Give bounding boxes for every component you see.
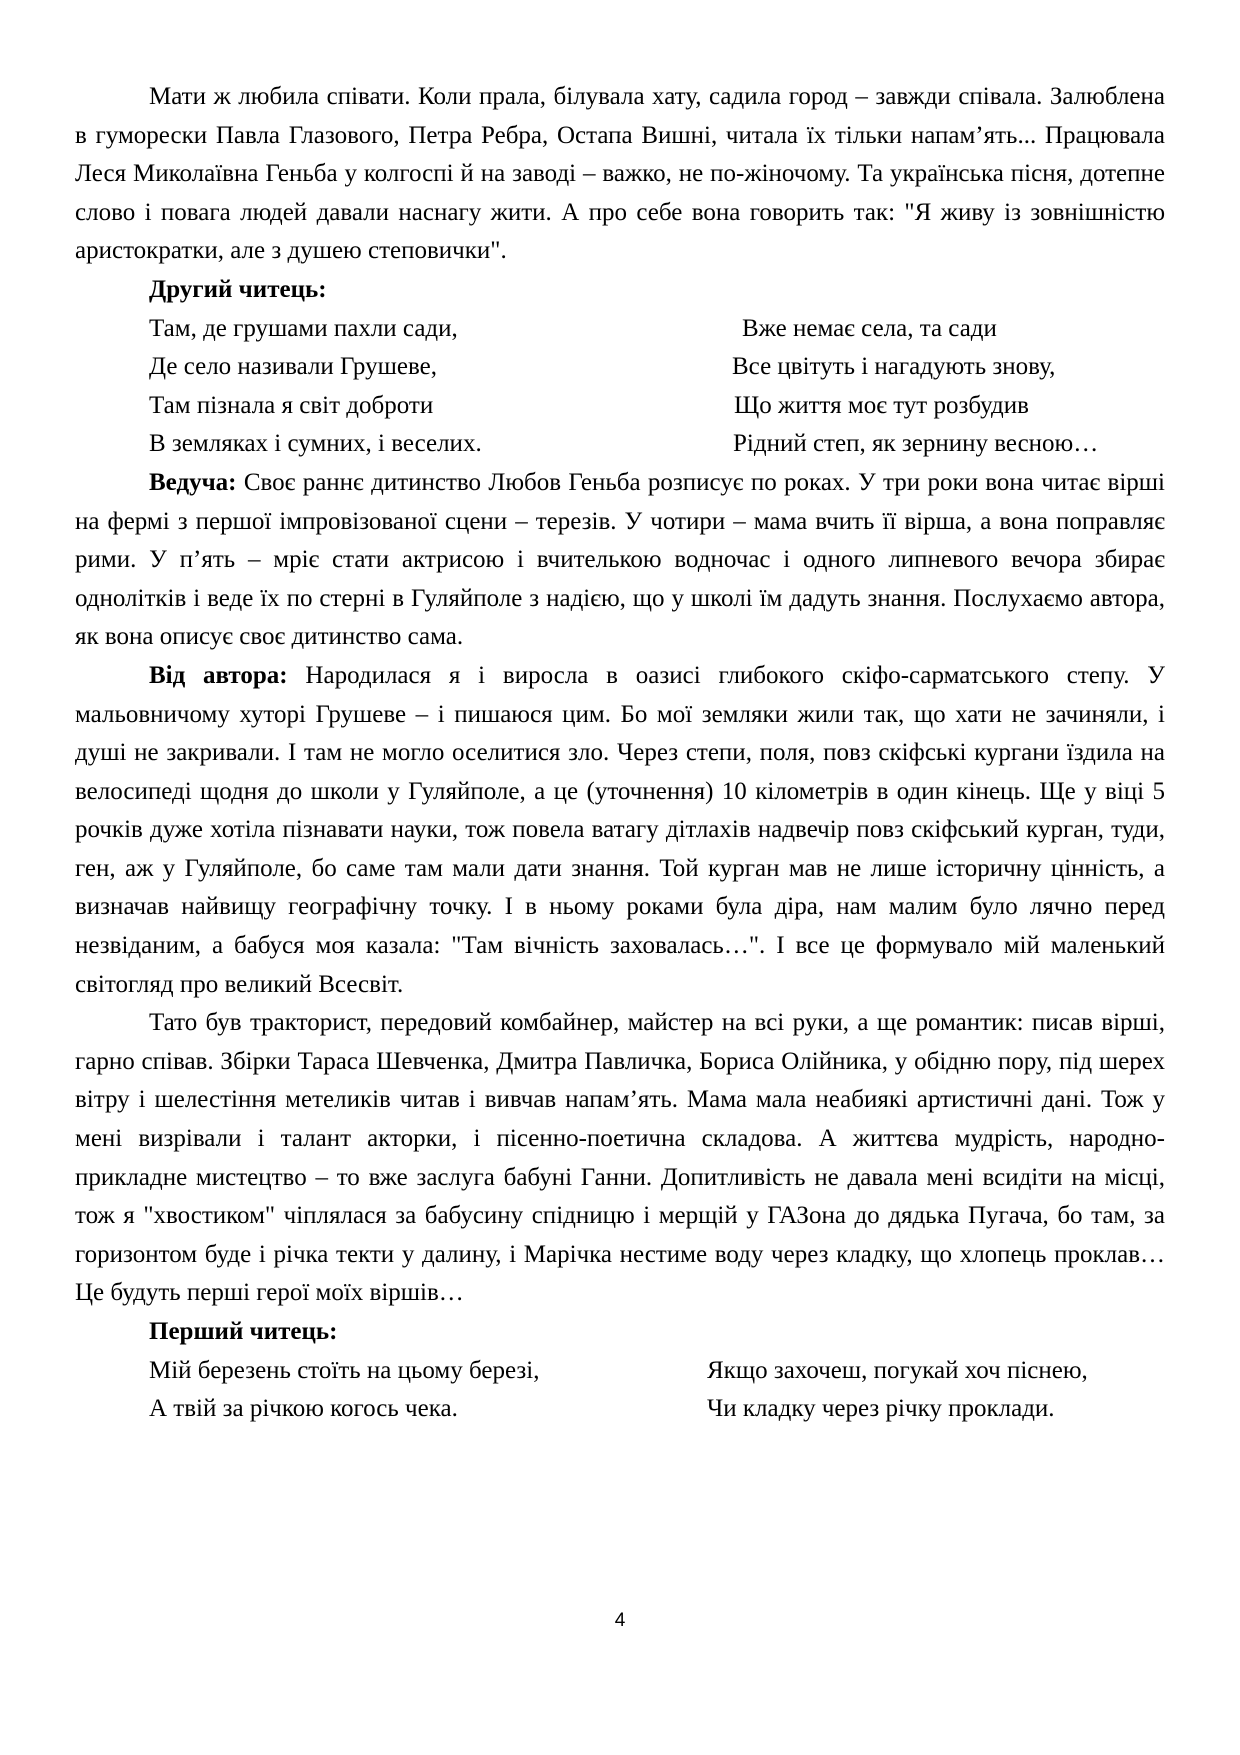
first-reader-verse [75,1352,1165,1429]
host-speaker-label: Ведуча: [149,468,237,496]
second-reader-verse [75,310,1165,464]
verse-left: Там, де грушами пахли сади, [149,314,458,342]
paragraph-mother: Мати ж любила співати. Коли прала, білувала хату, садила город – завжди співала. Залюблена в гуморески Павла Глазового, Петра Ребра, Остапа Вишні, читала їх тільки напам’ять... Працювала Леся Миколаївна Геньба у колгоспі й на заводі – важко, не по-жіночому. Та українська пісня, дотепне слово і повага людей давали наснагу жити. А про себе вона говорить так: "Я живу із зовнішністю аристократки, але з душею степовички". [75,83,1165,265]
verse-right: Рідний степ, як зернину весною… [733,430,1099,458]
verse-right: Що життя моє тут розбудив [734,391,1029,419]
author-text: Народилася я і виросла в оазисі глибокого скіфо-сарматського степу. У мальовничому хуторі Грушеве – і пишаюся цим. Бо мої земляки жили так, що хати не зачиняли, і душі не закривали. І там не могло оселитися зло. Через степи, поля, повз скіфські кургани їздила на велосипеді щодня до школи у Гуляйполе, а це (уточнення) 10 кілометрів в один кінець. Ще у віці 5 рочків дуже хотіла пізнавати науки, тож повела ватагу дітлахів надвечір повз скіфський курган, туди, ген, аж у Гуляйполе, бо саме там мали дати знання. Той курган мав не лише історичну цінність, а визначав найвищу географічну точку. І в ньому роками була діра, нам малим було лячно перед незвіданим, а бабуся моя казала: "Там вічність заховалась…". І все це формувало мій маленький світогляд про великий Всесвіт. [75,661,1165,998]
paragraph-author [75,657,1165,1004]
second-reader-heading: Другий читець: [149,275,327,303]
author-speaker-label: Від автора: [149,661,288,689]
verse-line [75,348,1165,387]
host-text: Своє раннє дитинство Любов Геньба розписує по роках. У три роки вона читає вірші на фермі з першої імпровізованої сцени – терезів. У чотири – мама вчить її вірша, а вона поправляє рими. У п’ять – мріє стати актрисою і вчителькою водночас і одного липневого вечора збирає однолітків і веде їх по стерні в Гуляйполе з надією, що у школі їм дадуть знання. Послухаємо автора, як вона описує своє дитинство сама. [75,468,1165,651]
verse-line [75,310,1165,349]
paragraph-host [75,464,1165,657]
verse-right: Все цвітуть і нагадують знову, [732,353,1056,381]
document-page [75,78,1165,1429]
verse-left: Там пізнала я світ доброти [149,391,434,419]
verse-right: Якщо захочеш, погукай хоч піснею, [707,1356,1088,1384]
verse-left: Де село називали Грушеве, [149,353,437,381]
paragraph-father: Тато був тракторист, передовий комбайнер, майстер на всі руки, а ще романтик: писав вірші, гарно співав. Збірки Тараса Шевченка, Дмитра Павличка, Бориса Олійника, у обідню пору, під шерех вітру і шелестіння метеликів читав і вивчав напам’ять. Мама мала неабиякі артистичні дані. Тож у мені визрівали і талант акторки, і пісенно-поетична складова. А життєва мудрість, народно-прикладне мистецтво – то вже заслуга бабуні Ганни. Допитливість не давала мені всидіти на місці, тож я "хвостиком" чіплялася за бабусину спідницю і мерщій у ГАЗона до дядька Пугача, бо там, за горизонтом буде і річка текти у далину, і Марічка нестиме воду через кладку, що хлопець проклав… Це будуть перші герої моїх віршів… [75,1009,1165,1307]
verse-left: В земляках і сумних, і веселих. [149,430,482,458]
verse-left: Мій березень стоїть на цьому березі, [149,1356,540,1384]
verse-line [75,387,1165,426]
verse-line [75,1390,1165,1429]
verse-line [75,425,1165,464]
page-number: 4 [614,1610,626,1631]
verse-right: Чи кладку через річку проклади. [707,1395,1055,1423]
verse-line [75,1352,1165,1391]
verse-left: А твій за річкою когось чека. [149,1395,458,1423]
first-reader-heading: Перший читець: [149,1318,338,1345]
verse-right: Вже немає села, та сади [742,314,997,342]
